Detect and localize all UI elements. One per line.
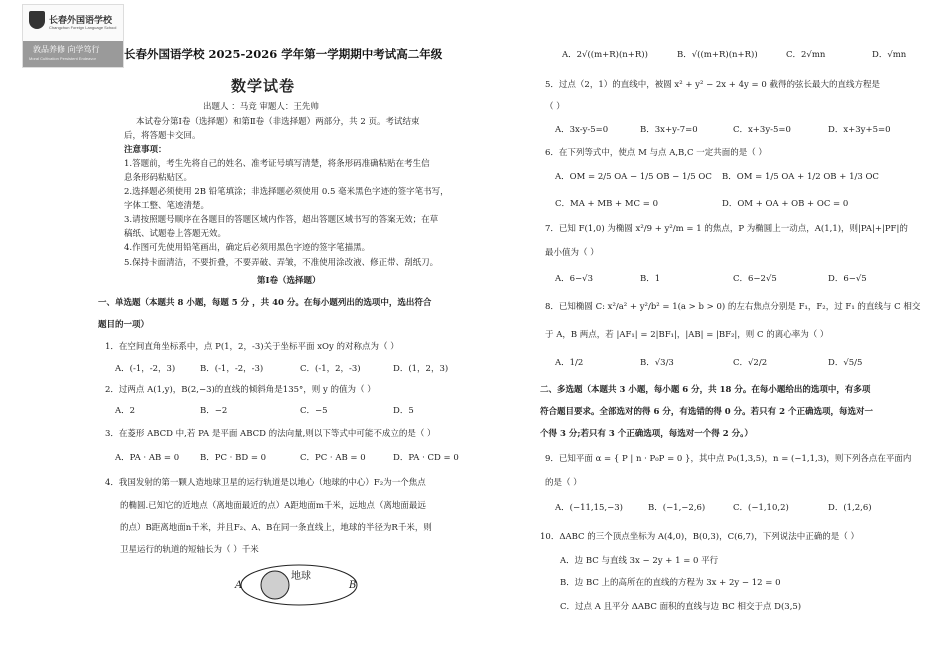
q9-stem-2: 的是（ ）	[545, 478, 582, 488]
point-a-label: A	[235, 580, 243, 591]
q5-option-a: A．3x-y-5=0	[555, 125, 609, 135]
q4-option-b: B．√((m+R)(n+R))	[677, 50, 758, 60]
notice-line-4: 字体工整、笔迹清楚。	[124, 201, 210, 211]
q9-option-b: B．(−1,−2,6)	[648, 503, 706, 513]
q7-stem: 7．已知 F(1,0) 为椭圆 x²/9 + y²/m = 1 的焦点，P 为椭圆上一动点，A(1,1)，则|PA|+|PF|的	[545, 224, 908, 234]
notice-line-8: 5.保持卡面清洁，不要折叠，不要弄破、弄皱，不准使用涂改液、修正带、刮纸刀。	[124, 258, 439, 268]
logo-motto: 敦品养修 向学笃行	[33, 45, 100, 54]
q2-option-c: C．−5	[300, 406, 328, 416]
intro-line-1: 本试卷分第Ⅰ卷（选择题）和第Ⅱ卷（非选择题）两部分，共 2 页。考试结束	[136, 117, 420, 127]
q10-option-a: A．边 BC 与直线 3x − 2y + 1 = 0 平行	[560, 556, 719, 566]
multi-choice-heading-3: 个得 3 分;若只有 3 个正确选项，每选对一个得 2 分。）	[540, 429, 753, 439]
q2-option-b: B．−2	[200, 406, 228, 416]
q7-option-b: B．1	[640, 274, 661, 284]
q3-option-c: C．PC · AB = 0	[300, 453, 366, 463]
logo-brand-text: 长春外国语学校	[49, 16, 113, 26]
q8-option-b: B．√3/3	[640, 358, 674, 368]
q3-option-b: B．PC · BD = 0	[200, 453, 267, 463]
q2-stem: 2．过两点 A(1,y)，B(2,−3)的直线的倾斜角是135°，则 y 的值为（ ）	[105, 385, 376, 395]
q1-stem: 1．在空间直角坐标系中，点 P(1，2，-3)关于坐标平面 xOy 的对称点为（ ）	[105, 342, 399, 352]
school-logo	[22, 4, 124, 68]
q2-option-a: A．2	[115, 406, 136, 416]
q5-stem: 5．过点（2，1）的直线中，被圆 x² + y² − 2x + 4y = 0 截得的弦长最大的直线方程是	[545, 80, 880, 90]
q6-option-a: A．OM = 2/5 OA − 1/5 OB − 1/5 OC	[555, 172, 712, 182]
q1-option-d: D．(1，2，3)	[393, 364, 449, 374]
subject-title: 数学试卷	[231, 77, 296, 95]
q3-option-a: A．PA · AB = 0	[115, 453, 180, 463]
crest-icon	[29, 11, 45, 29]
notice-line-2: 息条形码粘贴区。	[124, 173, 193, 183]
q9-option-a: A．(−11,15,−3)	[555, 503, 623, 513]
q6-stem: 6．在下列等式中，使点 M 与点 A,B,C 一定共面的是（ ）	[545, 148, 767, 158]
point-b-label: B	[349, 580, 357, 591]
single-choice-heading-2: 题目的一项）	[98, 320, 150, 330]
q2-option-d: D．5	[393, 406, 414, 416]
earth-circle	[261, 571, 289, 599]
q4-line-2: 的椭圆.已知它的近地点（离地面最近的点）A距地面m千米，远地点（离地面最远	[120, 501, 426, 511]
q6-option-c: C．MA + MB + MC = 0	[555, 199, 658, 209]
q4-line-3: 的点）B距离地面n千米，并且F₂、A、B在同一条直线上，地球的半径为R千米，则	[120, 523, 432, 533]
notice-line-6: 稿纸、试题卷上答题无效。	[124, 229, 227, 239]
notice-line-3: 2.选择题必须使用 2B 铅笔填涂；非选择题必须使用 0.5 毫米黑色字迹的签字笔书写，	[124, 187, 449, 197]
q5-option-c: C．x+3y-5=0	[733, 125, 791, 135]
q5-option-d: D．x+3y+5=0	[828, 125, 891, 135]
part1-title: 第Ⅰ卷（选择题）	[257, 276, 321, 286]
q9-option-d: D．(1,2,6)	[828, 503, 872, 513]
q9-stem: 9．已知平面 α = { P | n · P₀P = 0 }，其中点 P₀(1,3,5)，n = (−1,1,3)，则下列各点在平面内	[545, 454, 912, 464]
notice-line-5: 3.请按照题号顺序在各题目的答题区域内作答，超出答题区域书写的答案无效；在草	[124, 215, 439, 225]
logo-motto-en: Moral Cultivation Persistent Endeavor	[29, 56, 96, 61]
notice-line-1: 1.答题前，考生先将自己的姓名、准考证号填写清楚，将条形码准确粘贴在考生信	[124, 159, 430, 169]
q1-option-b: B．(-1，-2，-3)	[200, 364, 264, 374]
logo-brand-en: Changchun Foreign Language School	[49, 25, 117, 30]
school-title: 长春外国语学校 2025-2026 学年第一学期期中考试高二年级	[124, 47, 443, 61]
q3-stem: 3．在菱形 ABCD 中,若 PA 是平面 ABCD 的法向量,则以下等式中可能不成立的是（ ）	[105, 429, 436, 439]
q4-line-4: 卫星运行的轨道的短轴长为（ ）千米	[120, 545, 259, 555]
q10-option-c: C．过点 A 且平分 ΔABC 面积的直线与边 BC 相交于点 D(3,5)	[560, 602, 802, 612]
q1-option-a: A．(-1，-2，3)	[115, 364, 176, 374]
q7-option-d: D．6−√5	[828, 274, 867, 284]
q10-stem: 10．ΔABC 的三个顶点坐标为 A(4,0)，B(0,3)，C(6,7)，下列说法中正确的是（ ）	[540, 532, 859, 542]
q1-option-c: C．(-1，2，-3)	[300, 364, 361, 374]
q8-option-c: C．√2/2	[733, 358, 768, 368]
notice-line-7: 4.作图可先使用铅笔画出，确定后必须用黑色字迹的签字笔描黑。	[124, 243, 371, 253]
q6-option-d: D．OM + OA + OB + OC = 0	[722, 199, 849, 209]
q4-option-a: A．2√((m+R)(n+R))	[562, 50, 648, 60]
multi-choice-heading-2: 符合题目要求。全部选对的得 6 分，有选错的得 0 分。若只有 2 个正确选项，每选对一	[540, 407, 874, 417]
q5-option-b: B．3x+y-7=0	[640, 125, 698, 135]
q8-stem-2: 于 A，B 两点，若 |AF₁| = 2|BF₁|，|AB| = |BF₂|，则 C 的离心率为（ ）	[545, 330, 829, 340]
earth-label: 地球	[291, 571, 311, 582]
q8-option-a: A．1/2	[555, 358, 584, 368]
q7-option-c: C．6−2√5	[733, 274, 777, 284]
q3-option-d: D．PA · CD = 0	[393, 453, 459, 463]
q5-stem-2: （ ）	[545, 102, 565, 112]
intro-line-2: 后，将答题卡交回。	[124, 131, 201, 141]
q4-line-1: 4．我国发射的第一颗人造地球卫星的运行轨道是以地心（地球的中心）F₂为一个焦点	[105, 478, 426, 488]
q10-option-b: B．边 BC 上的高所在的直线的方程为 3x + 2y − 12 = 0	[560, 578, 781, 588]
notice-title: 注意事项：	[124, 145, 167, 155]
multi-choice-heading-1: 二、多选题（本题共 3 小题，每小题 6 分，共 18 分。在每小题给出的选项中，有多项	[540, 385, 871, 395]
q4-option-c: C．2√mn	[786, 50, 826, 60]
q6-option-b: B．OM = 1/5 OA + 1/2 OB + 1/3 OC	[722, 172, 879, 182]
q8-stem: 8．已知椭圆 C: x²/a² + y²/b² = 1(a > b > 0) 的左右焦点分别是 F₁，F₂，过 F₁ 的直线与 C 相交	[545, 302, 921, 312]
single-choice-heading-1: 一、单选题（本题共 8 小题，每题 5 分 ，共 40 分。在每小题列出的选项中，选出符合	[98, 298, 432, 308]
q7-stem-2: 最小值为（ ）	[545, 248, 599, 258]
orbit-figure	[232, 560, 362, 610]
authors-line: 出题人 ：马竞 审题人：王先帅	[203, 102, 319, 112]
q9-option-c: C．(−1,10,2)	[733, 503, 789, 513]
q7-option-a: A．6−√3	[555, 274, 593, 284]
q8-option-d: D．√5/5	[828, 358, 863, 368]
q4-option-d: D．√mn	[872, 50, 907, 60]
